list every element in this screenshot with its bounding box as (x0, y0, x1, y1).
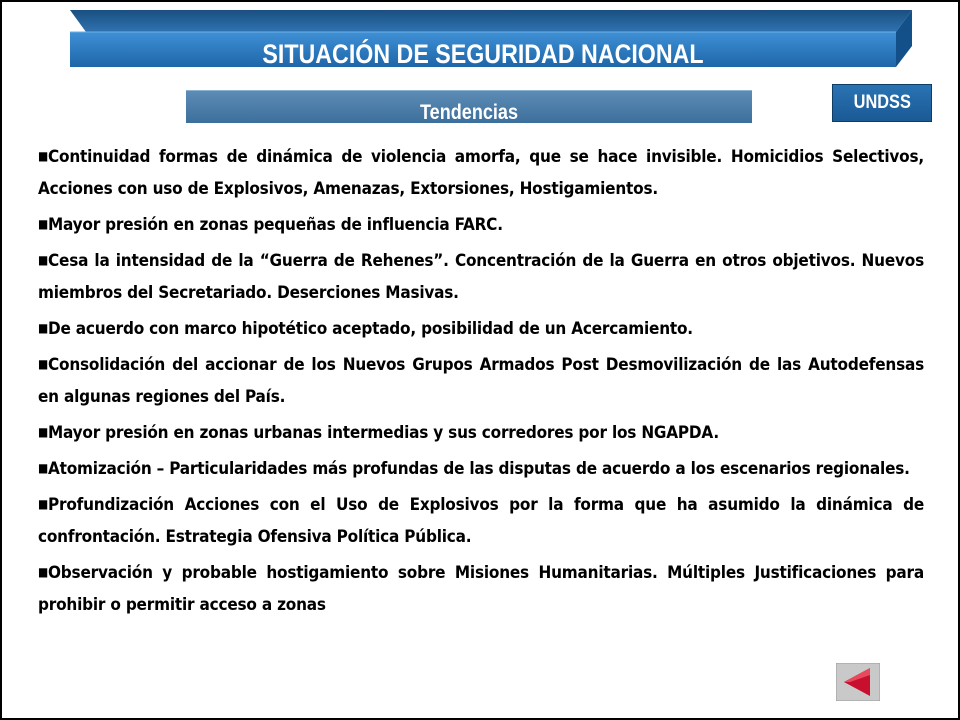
title-banner (70, 10, 912, 67)
list-item-text: Cesa la intensidad de la “Guerra de Rehenes”. Concentración de la Guerra en otros objetivos. Nuevos miembros del Secretariado. Deserciones Masivas. (38, 251, 924, 303)
back-arrow-button[interactable] (836, 663, 880, 701)
bullet-icon: ■ (38, 461, 49, 475)
bullet-icon: ■ (38, 217, 49, 231)
list-item (38, 140, 924, 205)
list-item-text: Mayor presión en zonas urbanas intermedias y sus corredores por los NGAPDA. (48, 423, 719, 443)
bullet-icon: ■ (38, 425, 49, 439)
list-item (38, 452, 924, 485)
bullet-icon: ■ (38, 565, 49, 579)
list-item (38, 208, 924, 241)
bullet-icon: ■ (38, 321, 49, 335)
list-item (38, 244, 924, 309)
undss-badge (832, 84, 932, 122)
list-item (38, 416, 924, 449)
list-item (38, 348, 924, 413)
bullet-icon: ■ (38, 497, 49, 511)
list-item-text: De acuerdo con marco hipotético aceptado, posibilidad de un Acercamiento. (48, 319, 693, 339)
bullet-icon: ■ (38, 149, 49, 163)
badge-label: UNDSS (853, 92, 911, 113)
list-item (38, 488, 924, 553)
list-item-text: Consolidación del accionar de los Nuevos Grupos Armados Post Desmovilización de las Autodefensas en algunas regiones del País. (38, 355, 924, 407)
list-item-text: Mayor presión en zonas pequeñas de influencia FARC. (48, 215, 503, 235)
list-item-text: Continuidad formas de dinámica de violencia amorfa, que se hace invisible. Homicidios Selectivos, Acciones con uso de Explosivos, Amenazas, Extorsiones, Hostigamientos. (38, 147, 924, 199)
page-title: SITUACIÓN DE SEGURIDAD NACIONAL (262, 39, 704, 69)
list-item (38, 556, 924, 621)
back-arrow-icon[interactable] (836, 663, 880, 701)
content-list (38, 140, 924, 624)
bullet-icon: ■ (38, 357, 49, 371)
bullet-icon: ■ (38, 253, 49, 267)
list-item-text: Observación y probable hostigamiento sobre Misiones Humanitarias. Múltiples Justificaciones para prohibir o permitir acceso a zonas (38, 563, 924, 615)
list-item (38, 312, 924, 345)
subtitle-bar (186, 90, 752, 123)
list-item-text: Atomización – Particularidades más profundas de las disputas de acuerdo a los escenarios regionales. (48, 459, 910, 479)
subtitle: Tendencias (419, 101, 519, 123)
list-item-text: Profundización Acciones con el Uso de Explosivos por la forma que ha asumido la dinámica de confrontación. Estrategia Ofensiva Política Pública. (38, 495, 924, 547)
